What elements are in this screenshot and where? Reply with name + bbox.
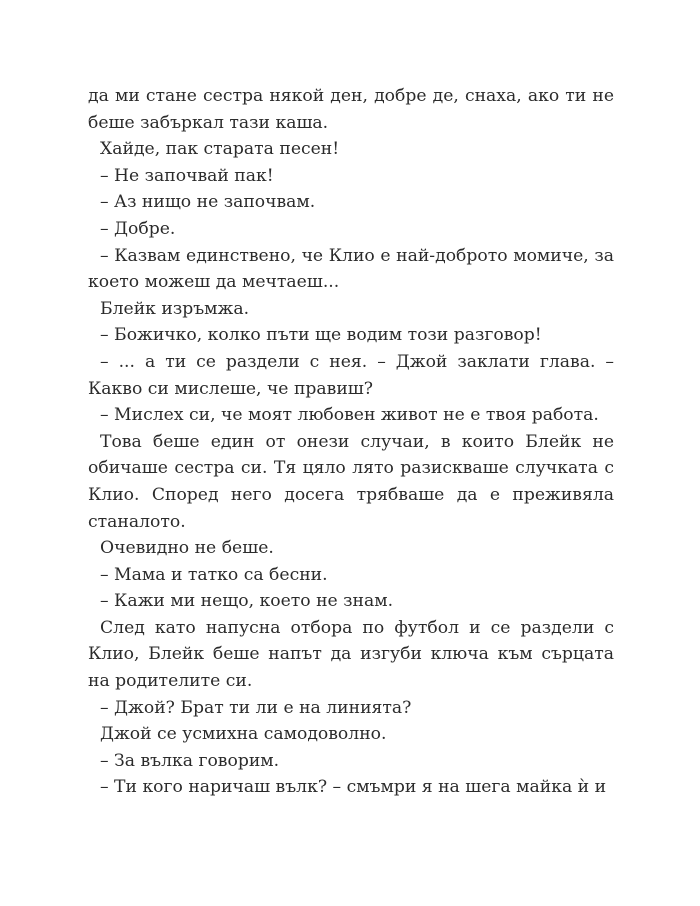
paragraph-14: – Кажи ми нещо, което не знам. <box>100 591 394 612</box>
paragraph-18: – За вълка говорим. <box>100 750 280 771</box>
paragraph-8: – Божичко, колко пъти ще водим този разговор! <box>100 325 542 346</box>
paragraph-1: да ми стане сестра някой ден, добре де, снаха, ако ти не беше забъркал тази каша. <box>88 86 614 133</box>
paragraph-15: След като напусна отбора по футбол и се раздели с Клио, Блейк беше напът да изгуби ключа към сърцата на родителите си. <box>88 617 614 692</box>
paragraph-13: – Мама и татко са бесни. <box>100 564 328 585</box>
paragraph-3: – Не започвай пак! <box>100 165 274 186</box>
paragraph-10: – Мислех си, че моят любовен живот не е твоя работа. <box>100 405 599 426</box>
paragraph-17: Джой се усмихна самодоволно. <box>100 724 387 745</box>
book-page <box>88 83 614 801</box>
paragraph-9: – ... а ти се раздели с нея. – Джой заклати глава. – Какво си мислеше, че правиш? <box>88 351 614 399</box>
paragraph-12: Очевидно не беше. <box>100 538 274 559</box>
paragraph-6: – Казвам единствено, че Клио е най-доброто момиче, за което можеш да мечтаеш... <box>88 245 614 293</box>
paragraph-11: Това беше един от онези случаи, в които Блейк не обичаше сестра си. Тя цяло лято разискваше случката с Клио. Според него досега трябваше да е преживяла станалото. <box>88 431 614 532</box>
paragraph-2: Хайде, пак старата песен! <box>100 139 340 160</box>
paragraph-4: – Аз нищо не започвам. <box>100 192 316 213</box>
paragraph-16: – Джой? Брат ти ли е на линията? <box>100 697 412 718</box>
paragraph-19: – Ти кого наричаш вълк? – смъмри я на шега майка ѝ и <box>100 777 607 798</box>
paragraph-5: – Добре. <box>100 218 176 239</box>
paragraph-7: Блейк изръмжа. <box>100 298 250 319</box>
